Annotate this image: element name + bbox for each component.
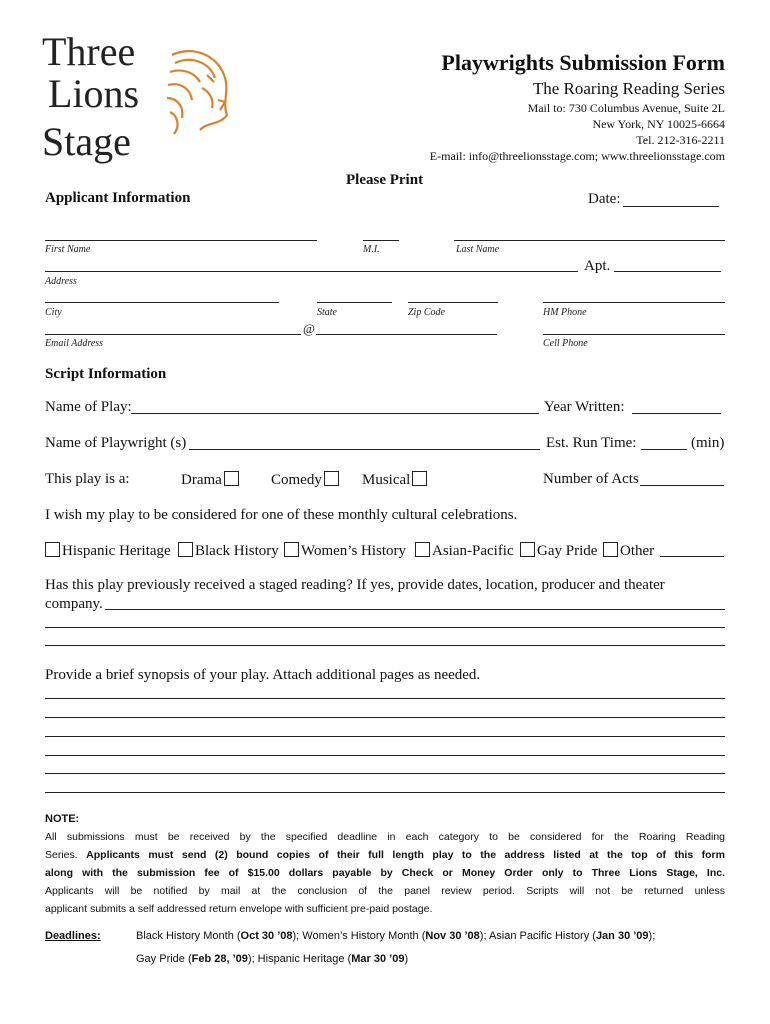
note-heading: NOTE: bbox=[45, 813, 80, 825]
apt-field[interactable] bbox=[614, 271, 721, 272]
hispanic-heritage-label: Hispanic Heritage bbox=[62, 543, 171, 559]
womens-history-option[interactable] bbox=[282, 542, 406, 560]
play-name-field[interactable] bbox=[131, 413, 539, 414]
cell-phone-caption: Cell Phone bbox=[543, 338, 588, 349]
script-heading: Script Information bbox=[45, 366, 167, 382]
year-written-label: Year Written: bbox=[544, 399, 625, 415]
note-line-2-start: Series. bbox=[45, 849, 87, 861]
deadlines-label: Deadlines: bbox=[45, 930, 101, 942]
run-time-field[interactable] bbox=[641, 449, 687, 450]
note-line-3: along with the submission fee of $15.00 dollars payable by Check or Money Order only to Three Lions Stage, Inc. bbox=[45, 867, 725, 879]
other-checkbox[interactable] bbox=[603, 542, 618, 557]
womens-history-deadline-date: Nov 30 ’08 bbox=[425, 930, 480, 942]
gay-pride-deadline-label: Gay Pride ( bbox=[136, 953, 192, 965]
logo bbox=[42, 30, 237, 180]
black-history-checkbox[interactable] bbox=[178, 542, 193, 557]
staged-question: Has this play previously received a staged reading? If yes, provide dates, location, producer and theater bbox=[45, 577, 665, 593]
synopsis-line-2[interactable] bbox=[45, 717, 725, 718]
header bbox=[430, 50, 725, 164]
deadlines-line-2 bbox=[136, 953, 408, 965]
note-line-2-bold: Applicants must send (2) bound copies of their full length play to the address listed at the top of this form bbox=[86, 849, 725, 861]
drama-checkbox[interactable] bbox=[224, 471, 239, 486]
deadline-line-1-end: ); bbox=[648, 930, 656, 942]
logo-word-stage: Stage bbox=[42, 119, 131, 164]
other-label: Other bbox=[620, 543, 655, 559]
staged-answer-line-3[interactable] bbox=[45, 645, 725, 646]
staged-answer-line-1[interactable] bbox=[105, 609, 725, 610]
other-option[interactable] bbox=[601, 542, 654, 560]
address-field[interactable] bbox=[45, 271, 578, 272]
black-history-option[interactable] bbox=[176, 542, 279, 560]
run-time-label: Est. Run Time: bbox=[546, 435, 637, 451]
telephone: Tel. 212-316-2211 bbox=[636, 133, 725, 147]
state-field[interactable] bbox=[317, 302, 392, 303]
asian-pacific-label: Asian-Pacific bbox=[432, 543, 514, 559]
asian-pacific-option[interactable] bbox=[413, 542, 514, 560]
synopsis-line-4[interactable] bbox=[45, 755, 725, 756]
black-history-deadline-label: Black History Month ( bbox=[136, 930, 241, 942]
date-field[interactable] bbox=[623, 206, 719, 207]
email-domain-field[interactable] bbox=[316, 334, 497, 335]
asian-pacific-deadline-date: Jan 30 ’09 bbox=[595, 930, 649, 942]
please-print: Please Print bbox=[346, 172, 424, 188]
hispanic-heritage-checkbox[interactable] bbox=[45, 542, 60, 557]
synopsis-prompt: Provide a brief synopsis of your play. Attach additional pages as needed. bbox=[45, 667, 481, 683]
play-type-label: This play is a: bbox=[45, 471, 130, 487]
email-caption: Email Address bbox=[45, 338, 104, 349]
email-web: E-mail: info@threelionsstage.com; www.threelionsstage.com bbox=[429, 149, 725, 163]
black-history-deadline-date: Oct 30 ’08 bbox=[240, 930, 293, 942]
drama-label: Drama bbox=[181, 472, 222, 488]
drama-option[interactable] bbox=[181, 471, 241, 489]
note-line-5: applicant submits a self addressed return envelope with sufficient pre-paid postage. bbox=[45, 903, 433, 915]
year-written-field[interactable] bbox=[632, 413, 721, 414]
gay-pride-option[interactable] bbox=[518, 542, 597, 560]
staged-answer-line-2[interactable] bbox=[45, 627, 725, 628]
note-line-1: All submissions must be received by the specified deadline in each category to be considered for the Roaring Reading bbox=[45, 831, 725, 843]
celebrations-prompt: I wish my play to be considered for one of these monthly cultural celebrations. bbox=[45, 507, 518, 523]
hispanic-heritage-deadline-label: ); Hispanic Heritage ( bbox=[247, 953, 352, 965]
staged-question-cont: company. bbox=[45, 596, 103, 612]
musical-checkbox[interactable] bbox=[412, 471, 427, 486]
synopsis-line-6[interactable] bbox=[45, 792, 725, 793]
first-name-field[interactable] bbox=[45, 240, 317, 241]
run-time-unit: (min) bbox=[691, 435, 725, 451]
synopsis-line-3[interactable] bbox=[45, 736, 725, 737]
acts-field[interactable] bbox=[640, 485, 724, 486]
black-history-label: Black History bbox=[195, 543, 279, 559]
hm-phone-caption: HM Phone bbox=[543, 307, 587, 318]
hm-phone-field[interactable] bbox=[543, 302, 725, 303]
city-caption: City bbox=[45, 307, 62, 318]
note-block bbox=[45, 810, 725, 918]
deadline-line-2-end: ) bbox=[404, 953, 409, 965]
note-line-4: Applicants will be notified by mail at the conclusion of the panel review period. Scripts will not be returned unless bbox=[45, 885, 725, 897]
comedy-label: Comedy bbox=[271, 472, 322, 488]
comedy-option[interactable] bbox=[271, 471, 341, 489]
city-address: New York, NY 10025-6664 bbox=[592, 117, 725, 131]
synopsis-line-5[interactable] bbox=[45, 773, 725, 774]
musical-label: Musical bbox=[362, 472, 411, 488]
last-name-caption: Last Name bbox=[456, 244, 500, 255]
state-caption: State bbox=[317, 307, 337, 318]
womens-history-label: Women’s History bbox=[301, 543, 407, 559]
zip-field[interactable] bbox=[408, 302, 498, 303]
womens-history-checkbox[interactable] bbox=[284, 542, 299, 557]
hispanic-heritage-option[interactable] bbox=[43, 542, 171, 560]
deadlines-line-1 bbox=[136, 930, 655, 942]
date-label: Date: bbox=[588, 191, 621, 207]
gay-pride-label: Gay Pride bbox=[537, 543, 598, 559]
email-user-field[interactable] bbox=[45, 334, 301, 335]
musical-option[interactable] bbox=[362, 471, 429, 489]
zip-caption: Zip Code bbox=[408, 307, 445, 318]
playwright-label: Name of Playwright (s) bbox=[45, 435, 187, 451]
comedy-checkbox[interactable] bbox=[324, 471, 339, 486]
first-name-caption: First Name bbox=[45, 244, 91, 255]
apt-label: Apt. bbox=[584, 258, 611, 274]
note-line-2 bbox=[45, 846, 725, 864]
logo-word-lions: Lions bbox=[48, 71, 140, 116]
series-name: The Roaring Reading Series bbox=[532, 79, 725, 98]
synopsis-line-1[interactable] bbox=[45, 698, 725, 699]
logo-word-three: Three bbox=[42, 29, 136, 74]
play-name-label: Name of Play: bbox=[45, 399, 132, 415]
womens-history-deadline-label: ); Women’s History Month ( bbox=[292, 930, 426, 942]
hispanic-heritage-deadline-date: Mar 30 ’09 bbox=[351, 953, 405, 965]
city-field[interactable] bbox=[45, 302, 279, 303]
mail-address: Mail to: 730 Columbus Avenue, Suite 2L bbox=[527, 101, 725, 115]
at-sign: @ bbox=[303, 321, 315, 336]
mi-field[interactable] bbox=[363, 240, 399, 241]
applicant-heading: Applicant Information bbox=[45, 190, 191, 206]
address-caption: Address bbox=[45, 276, 77, 287]
asian-pacific-checkbox[interactable] bbox=[415, 542, 430, 557]
asian-pacific-deadline-label: ); Asian Pacific History ( bbox=[479, 930, 596, 942]
last-name-field[interactable] bbox=[454, 240, 725, 241]
other-field[interactable] bbox=[660, 556, 724, 557]
form-title: Playwrights Submission Form bbox=[441, 50, 725, 75]
playwright-field[interactable] bbox=[189, 449, 540, 450]
cell-phone-field[interactable] bbox=[543, 334, 725, 335]
mi-caption: M.I. bbox=[363, 244, 380, 255]
gay-pride-deadline-date: Feb 28, ’09 bbox=[191, 953, 248, 965]
gay-pride-checkbox[interactable] bbox=[520, 542, 535, 557]
acts-label: Number of Acts bbox=[543, 471, 639, 487]
